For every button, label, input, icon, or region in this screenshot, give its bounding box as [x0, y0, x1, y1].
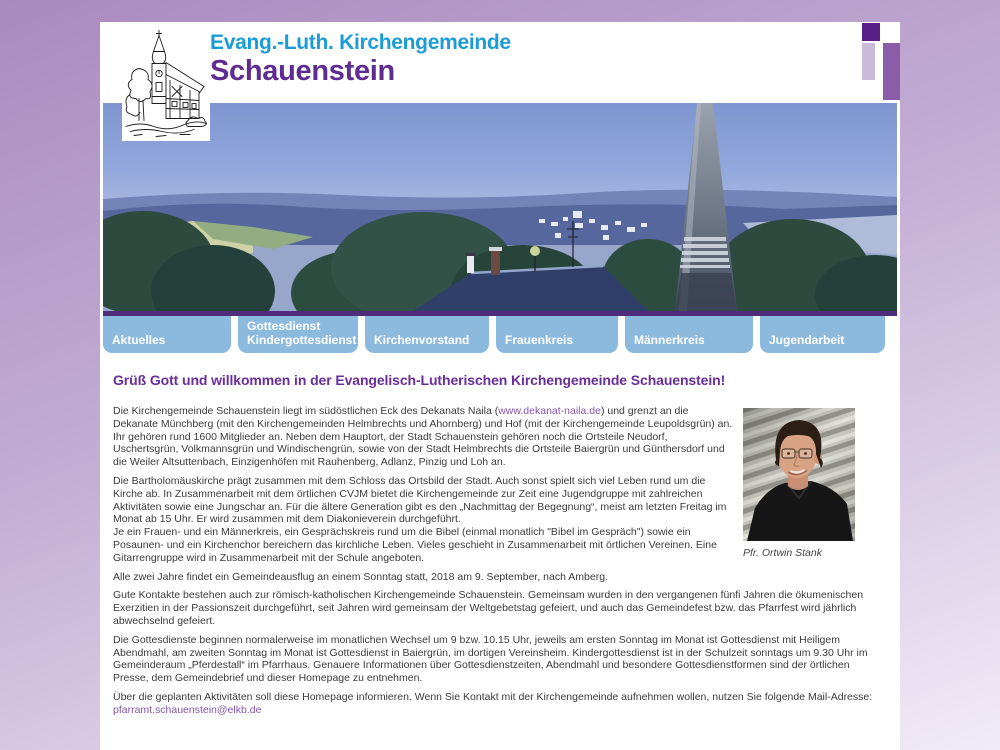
nav-tab-label: Frauenkreis — [505, 332, 574, 347]
deco-square-dark-icon — [862, 23, 880, 41]
nav-tab-gottesdienst[interactable] — [238, 316, 358, 353]
dekanat-link[interactable]: www.dekanat-naila.de — [498, 405, 601, 417]
mail-link[interactable]: pfarramt.schauenstein@elkb.de — [113, 703, 262, 716]
pastor-photo-caption: Pfr. Ortwin Stank — [743, 547, 822, 559]
nav-tab-label: Männerkreis — [634, 332, 705, 347]
nav-tab-label: Aktuelles — [112, 332, 166, 347]
paragraph-region — [113, 691, 887, 717]
paragraph-text: Über die geplanten Aktivitäten soll diese Homepage informieren. Wenn Sie Kontakt mit der Kirchengemeinde aufnehmen wollen, nutzen Sie folgende Mail-Adresse: — [113, 690, 873, 703]
main-navigation — [103, 311, 897, 353]
nav-tabs — [103, 316, 897, 353]
nav-tab-label: Gottesdienst — [247, 319, 321, 333]
paragraph-text: Die Gottesdienste beginnen normalerweise im monatlichen Wechsel um 9 bzw. 10.15 Uhr, jeweils am ersten Sonntag im Monat ist Gottesdienst mit Heiligem Abendmahl, am zweiten Sonntag im Monat ist Gottesdienst in Baiergrün, im dortigen Vereinsheim. Kindergottesdienst ist in der Schulzeit sonntags um 9.30 Uhr im Gemeinderaum „Pferdestall“ im Pfarrhaus. Genauere Informationen über Gottesdienstzeiten, Abendmahl und besondere Gottesdienstformen sind der örtlichen Presse, dem Gemeindebrief und dieser Homepage zu entnehmen. — [113, 633, 868, 685]
nav-tab-maennerkreis[interactable] — [625, 316, 753, 353]
church-sketch-icon — [122, 28, 210, 141]
main-content — [113, 405, 887, 723]
paragraph-text: Je ein Frauen- und ein Männerkreis, ein Gesprächskreis rund um die Bibel (einmal monatlich "Bibel im Gespräch") sowie ein Posaunen- und ein Kirchenchor bereichern das kirchliche Leben. Vieles geschieht in Zusammenarbeit mit örtlichen Vereinen. Eine Gitarrengruppe wird in Zusammenarbeit mit der Schule angeboten. — [113, 526, 717, 564]
landscape-photo-illustration — [103, 103, 897, 311]
paragraph-text: Die Kirchengemeinde Schauenstein liegt im südöstlichen Eck des Dekanats Naila ( — [113, 405, 499, 417]
nav-tab-label: Kindergottesdienst — [247, 332, 357, 347]
site-title — [210, 31, 511, 87]
paragraph-text: ) und grenzt an die Dekanate Münchberg (mit den Kirchengemeinden Helmbrechts und Ahornberg) und Hof (mit der Kirchengemeinde Leupoldsgrün) an. Ihr gehören rund 1600 Mitglieder an. Neben dem Hauptort, der Stadt Schauenstein gehören noch die Ortsteile Neudorf, Uschertsgrün, Volkmannsgrün und Windischengrün, sowie von der Stadt Helmbrechts die Ortsteile Baiergrün und Günthersdorf und die Weiler Altsuttenbach, Einzigenhöfen mit Rauhenberg, Adlanz, Pinzig und Loh an. — [113, 405, 733, 469]
site-logo[interactable] — [122, 28, 210, 141]
pastor-portrait-figure — [743, 408, 855, 559]
paragraph-text: Gute Kontakte bestehen auch zur römisch-katholischen Kirchengemeinde Schauenstein. Gemeinsam wurden in den vergangenen fünfi Jahren die ökumenischen Exerzitien in der Passionszeit durchgeführt, seit Jahren wird gemeinsam der Weltgebetstag gefeiert, und auch das Gemeindefest bzw. das Pfarrfest wird jährlich abwechselnd gefeiert. — [113, 589, 864, 627]
deco-square-light-icon — [862, 43, 875, 80]
nav-tab-frauenkreis[interactable] — [496, 316, 618, 353]
nav-tab-label: Kirchenvorstand — [374, 332, 470, 347]
content-window — [100, 22, 900, 750]
deco-square-mid-icon — [883, 43, 900, 100]
nav-tab-jugendarbeit[interactable] — [760, 316, 885, 353]
site-title-line1: Evang.-Luth. Kirchengemeinde — [210, 31, 511, 54]
pastor-photo — [743, 408, 855, 541]
site-title-line2: Schauenstein — [210, 55, 395, 87]
paragraph-text: Die Bartholomäuskirche prägt zusammen mit dem Schloss das Ortsbild der Stadt. Auch sonst spielt sich viel Leben rund um die Kirche ab. In Zusammenarbeit mit dem örtlichen CVJM bietet die Kirchengemeinde zur Zeit eine Jugendgruppe mit zahlreichen Aktivitäten sowie eine Jungschar an. Für die ältere Generation gibt es den „Nachmittag der Begegnung“, meist am letzten Freitag im Monat ab 15 Uhr. Er wird zusammen mit dem Diakonieverein durchgeführt. — [113, 474, 727, 526]
banner-photo — [103, 103, 897, 311]
nav-tab-label: Jugendarbeit — [769, 332, 845, 347]
pastor-photo-illustration — [743, 408, 855, 541]
page-title: Grüß Gott und willkommen in der Evangelisch-Lutherischen Kirchengemeinde Schauenstein! — [113, 372, 726, 388]
nav-tab-kirchenvorstand[interactable] — [365, 316, 489, 353]
nav-tab-aktuelles[interactable] — [103, 316, 231, 353]
paragraph-text: Alle zwei Jahre findet ein Gemeindeausflug an einem Sonntag statt, 2018 am 9. September, nach Amberg. — [113, 570, 608, 583]
